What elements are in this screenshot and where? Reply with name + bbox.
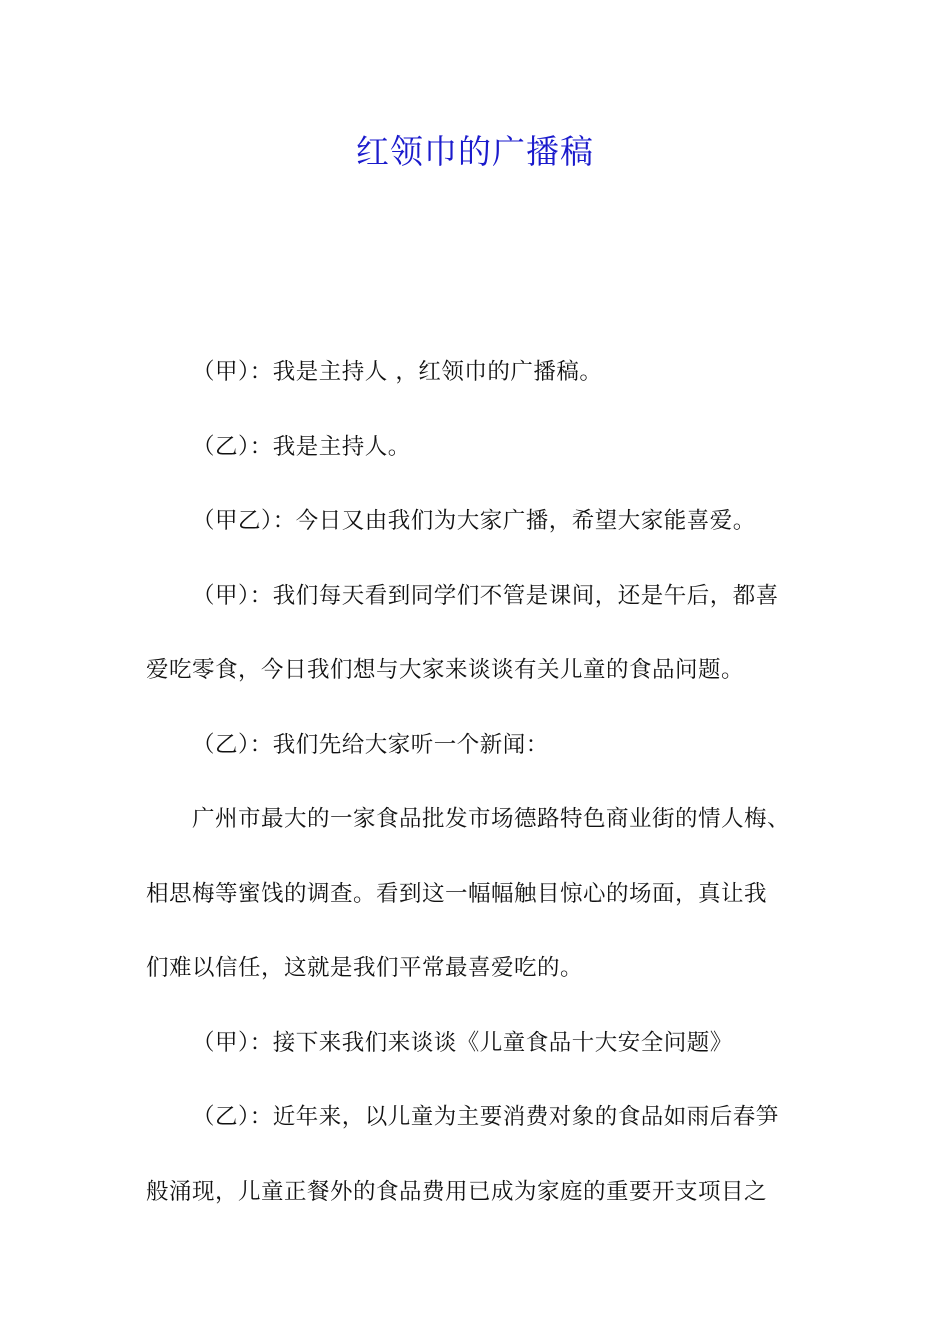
paragraph-line: 相思梅等蜜饯的调查。看到这一幅幅触目惊心的场面，真让我: [146, 880, 768, 907]
paragraph-line: 广州市最大的一家食品批发市场德路特色商业街的情人梅、: [192, 806, 791, 832]
paragraph-line: （甲）：我们每天看到同学们不管是课间，还是午后，都喜: [192, 582, 779, 609]
paragraph-line: 爱吃零食，今日我们想与大家来谈谈有关儿童的食品问题。: [146, 657, 745, 683]
paragraph-line: （乙）：我们先给大家听一个新闻：: [192, 731, 549, 758]
paragraph-line: 们难以信任，这就是我们平常最喜爱吃的。: [146, 955, 584, 981]
paragraph-line: （乙）：我是主持人。: [192, 433, 411, 460]
paragraph-line: （乙）：近年来，以儿童为主要消费对象的食品如雨后春笋: [192, 1104, 779, 1130]
paragraph-line: 般涌现，儿童正餐外的食品费用已成为家庭的重要开支项目之: [146, 1178, 768, 1205]
document-body: [146, 335, 826, 1229]
document-title: 红领巾的广播稿: [356, 132, 594, 171]
paragraph-line: （甲）：接下来我们来谈谈《儿童食品十大安全问题》: [192, 1029, 733, 1056]
paragraph-line: （甲乙）：今日又由我们为大家广播，希望大家能喜爱。: [192, 508, 756, 534]
paragraph-line: （甲）：我是主持人 ，红领巾的广播稿。: [192, 359, 603, 385]
